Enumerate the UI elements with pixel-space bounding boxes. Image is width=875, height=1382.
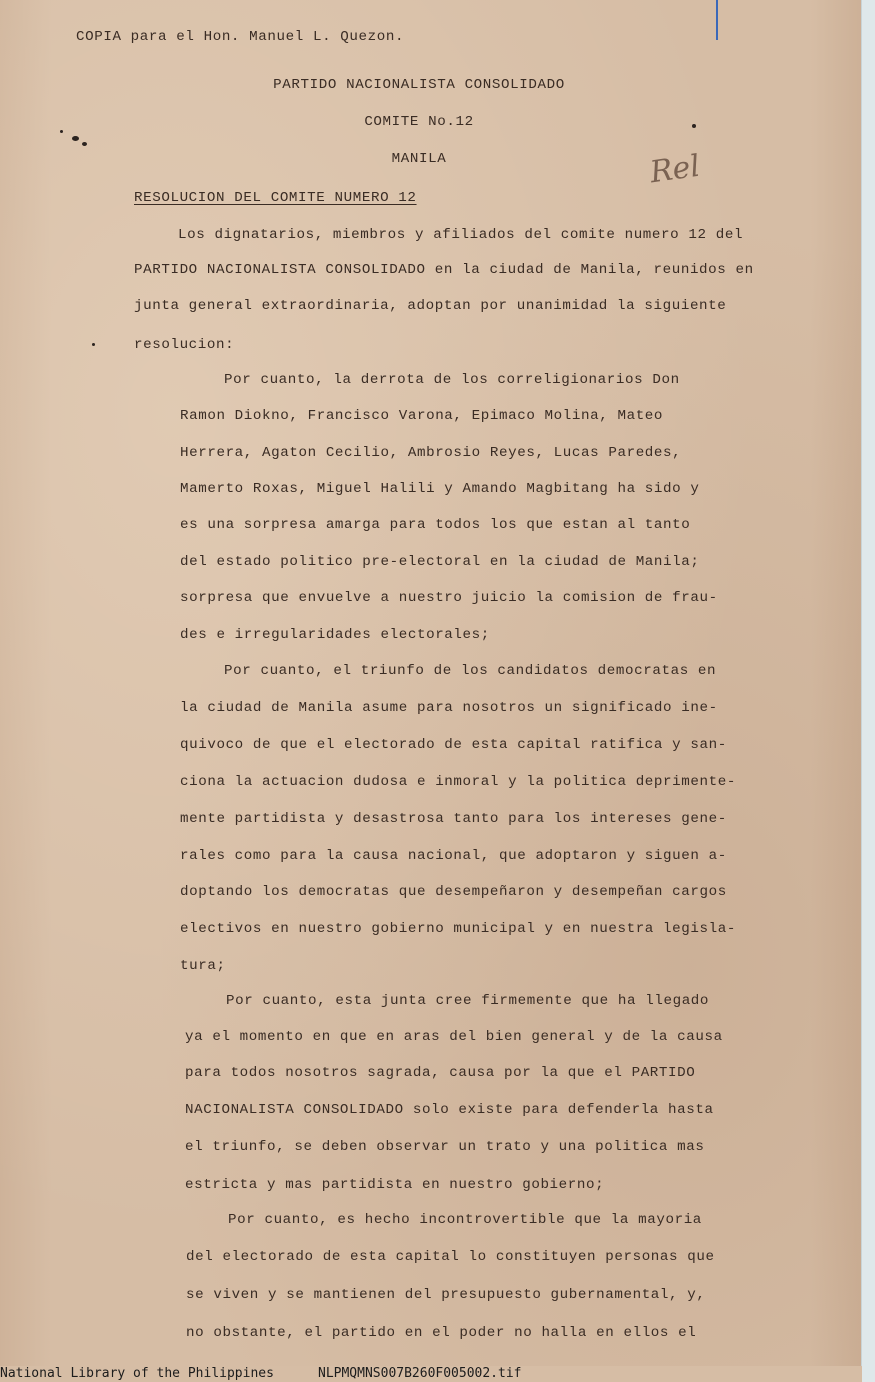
paragraph-2-line: mente partidista y desastrosa tanto para los intereses gene-: [180, 811, 727, 827]
paragraph-3-line: ya el momento en que en aras del bien general y de la causa: [185, 1029, 723, 1045]
paragraph-1-line: del estado politico pre-electoral en la ciudad de Manila;: [180, 554, 700, 570]
paragraph-2-line: electivos en nuestro gobierno municipal y en nuestra legisla-: [180, 921, 736, 937]
intro-line: Los dignatarios, miembros y afiliados del comite numero 12 del: [178, 227, 744, 243]
ink-speck: [72, 136, 79, 141]
library-label: National Library of the Philippines: [0, 1366, 274, 1381]
paragraph-3-line: Por cuanto, esta junta cree firmemente que ha llegado: [226, 993, 710, 1009]
paragraph-3-line: para todos nosotros sagrada, causa por la que el PARTIDO: [185, 1065, 696, 1081]
paragraph-2-line: ciona la actuacion dudosa e inmoral y la politica deprimente-: [180, 774, 736, 790]
paragraph-2-line: rales como para la causa nacional, que adoptaron y siguen a-: [180, 848, 727, 864]
paragraph-2-line: doptando los democratas que desempeñaron y desempeñan cargos: [180, 884, 727, 900]
party-heading: PARTIDO NACIONALISTA CONSOLIDADO: [273, 77, 565, 93]
handwritten-mark: Rel: [647, 148, 703, 191]
paragraph-3-line: NACIONALISTA CONSOLIDADO solo existe para defenderla hasta: [185, 1102, 714, 1118]
paragraph-1-line: Herrera, Agaton Cecilio, Ambrosio Reyes, Lucas Paredes,: [180, 445, 682, 461]
paragraph-1-line: Mamerto Roxas, Miguel Halili y Amando Magbitang ha sido y: [180, 481, 700, 497]
ink-speck: [60, 130, 63, 133]
paragraph-4-line: del electorado de esta capital lo constituyen personas que: [186, 1249, 715, 1265]
scan-footer: [0, 1366, 862, 1382]
committee-heading: COMITE No.12: [364, 114, 474, 130]
paragraph-4-line: Por cuanto, es hecho incontrovertible que la mayoria: [228, 1212, 702, 1228]
paragraph-2-line: Por cuanto, el triunfo de los candidatos democratas en: [224, 663, 717, 679]
paragraph-2-line: la ciudad de Manila asume para nosotros un significado ine-: [180, 700, 718, 716]
intro-line: PARTIDO NACIONALISTA CONSOLIDADO en la ciudad de Manila, reunidos en: [134, 262, 754, 278]
ink-speck: [82, 142, 87, 146]
scan-marker-line: [716, 0, 718, 40]
paragraph-1-line: des e irregularidades electorales;: [180, 627, 490, 643]
paragraph-1-line: Ramon Diokno, Francisco Varona, Epimaco Molina, Mateo: [180, 408, 664, 424]
resolution-title: RESOLUCION DEL COMITE NUMERO 12: [134, 190, 417, 206]
paragraph-1-line: sorpresa que envuelve a nuestro juicio la comision de frau-: [180, 590, 718, 606]
city-heading: MANILA: [391, 151, 447, 167]
scan-border: [861, 0, 875, 1382]
file-name: NLPMQMNS007B260F005002.tif: [318, 1366, 522, 1381]
paragraph-4-line: se viven y se mantienen del presupuesto gubernamental, y,: [186, 1287, 706, 1303]
ink-speck: [692, 124, 696, 128]
paragraph-4-line: no obstante, el partido en el poder no halla en ellos el: [186, 1325, 697, 1341]
paragraph-3-line: estricta y mas partidista en nuestro gobierno;: [185, 1177, 605, 1193]
paragraph-2-line: tura;: [180, 958, 226, 974]
ink-speck: [92, 343, 95, 346]
paragraph-3-line: el triunfo, se deben observar un trato y una politica mas: [185, 1139, 705, 1155]
paragraph-2-line: quivoco de que el electorado de esta capital ratifica y san-: [180, 737, 727, 753]
intro-line: junta general extraordinaria, adoptan por unanimidad la siguiente: [134, 298, 727, 314]
intro-line: resolucion:: [134, 337, 235, 353]
copy-note: COPIA para el Hon. Manuel L. Quezon.: [76, 29, 405, 45]
paragraph-1-line: es una sorpresa amarga para todos los que estan al tanto: [180, 517, 691, 533]
paragraph-1-line: Por cuanto, la derrota de los correligionarios Don: [224, 372, 680, 388]
